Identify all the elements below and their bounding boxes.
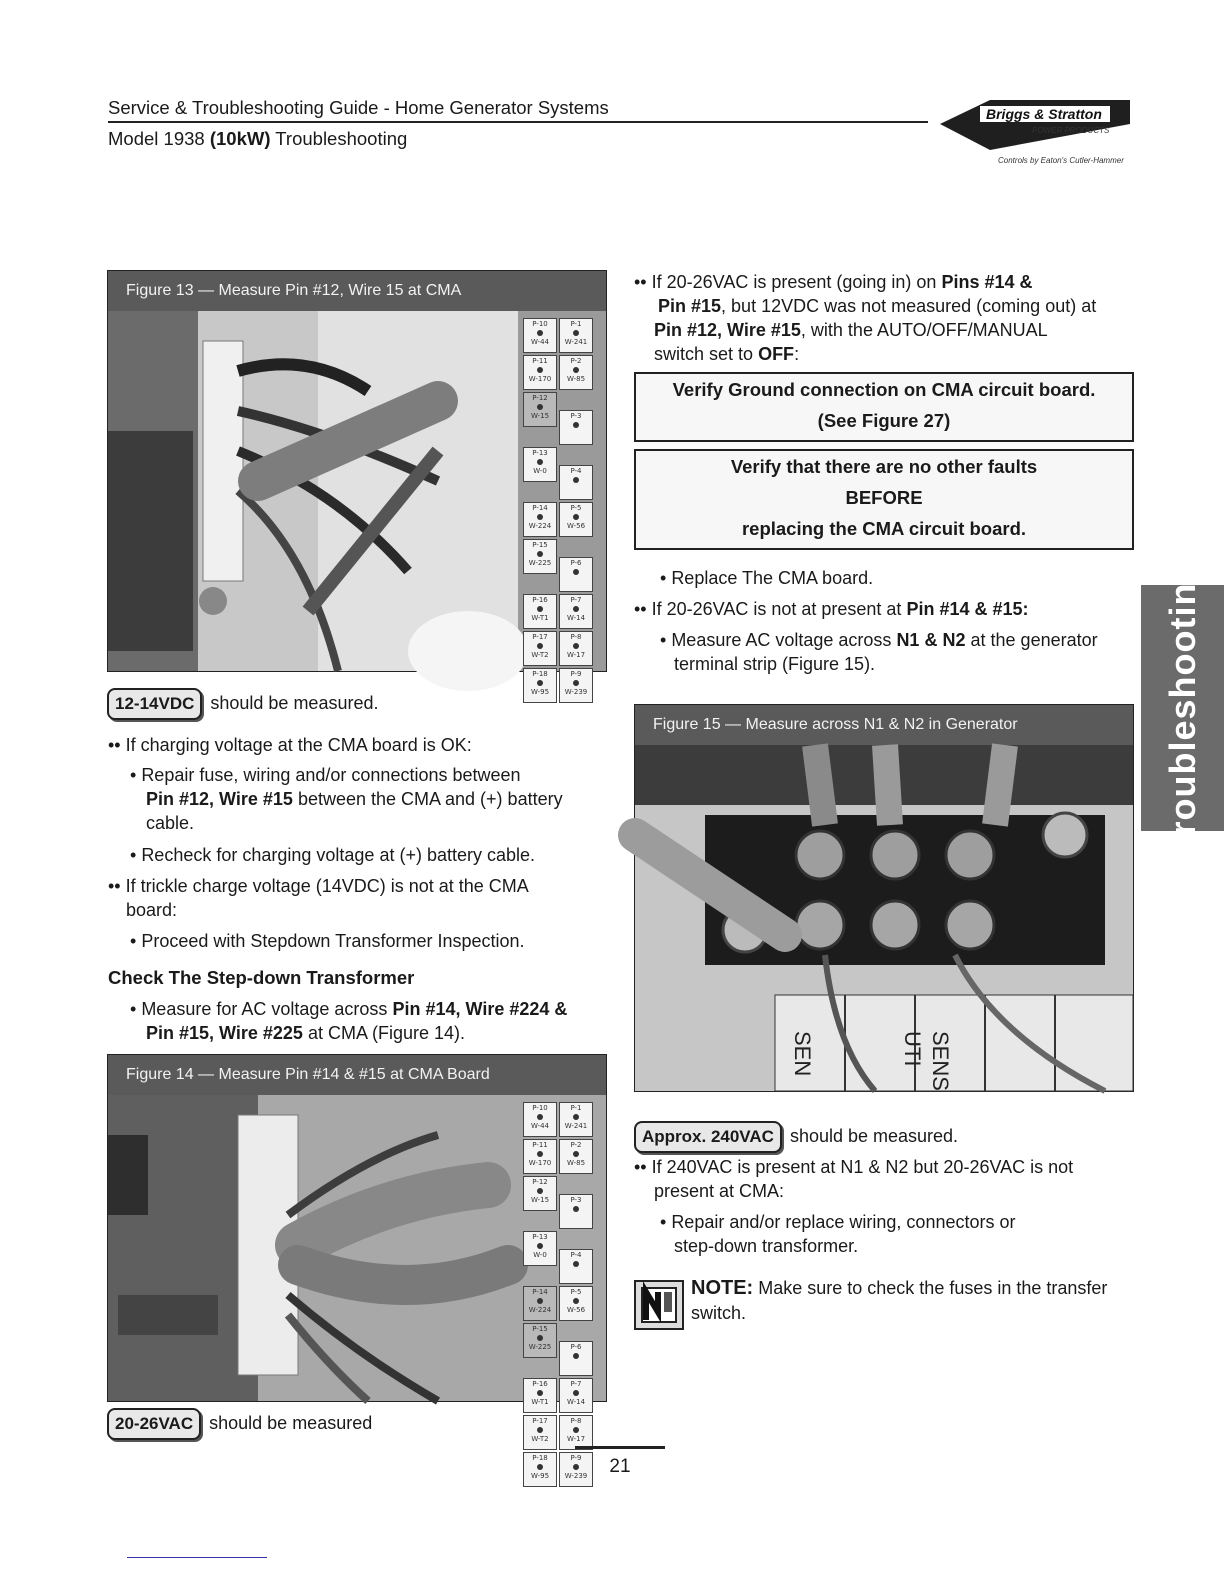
section-side-tab [1141, 559, 1224, 857]
pin-cell [523, 1452, 557, 1487]
pin-dot-icon [573, 1353, 579, 1359]
pin-label: P-11 [532, 1141, 548, 1149]
left-sub-1b-text: Recheck for charging voltage at (+) battery cable. [141, 845, 536, 865]
side-tab-label: Troubleshooting [1161, 559, 1203, 857]
figure-15-caption: Figure 15 — Measure across N1 & N2 in Generator [635, 705, 1133, 745]
pin-label: P-14 [532, 1288, 548, 1296]
briggs-stratton-logo [940, 98, 1140, 172]
right-bullet-1-post: , with the AUTO/OFF/MANUAL [800, 320, 1048, 340]
pin-dot-icon [573, 514, 579, 520]
pin-label: P-4 [570, 467, 582, 475]
pin-dot-icon [537, 1390, 543, 1396]
pin-label: P-3 [570, 412, 582, 420]
pin-dot-icon [537, 1114, 543, 1120]
pin-label: P-17 [532, 633, 548, 641]
right-bullet-1-bold1: Pins #14 & [941, 272, 1033, 292]
pin-cell [559, 1102, 593, 1137]
pin-wire-label: W-95 [530, 1472, 550, 1480]
pin-label: P-16 [532, 596, 548, 604]
pin-cell [559, 557, 593, 592]
right-bullet-1-pre: If 20-26VAC is present (going in) on [651, 272, 937, 292]
pin-cell [523, 447, 557, 482]
right-bullet-1-l2 [658, 294, 1096, 318]
pin-wire-label: W-56 [566, 522, 586, 530]
logo-tagline: Controls by Eaton's Cutler-Hammer [998, 156, 1124, 165]
terminal-label-uti: UTI [900, 1031, 925, 1067]
verify-faults-line2: BEFORE [845, 487, 923, 508]
figure-14-result-text: should be measured [209, 1413, 373, 1433]
pin-dot-icon [537, 1427, 543, 1433]
pin-cell [559, 502, 593, 537]
note-label: NOTE: [691, 1277, 754, 1299]
left-sub-1a-l1: • Repair fuse, wiring and/or connections between [130, 765, 521, 785]
terminal-label-sens: SENS [928, 1031, 953, 1091]
pin-wire-label: W-17 [566, 1435, 586, 1443]
right-bullet-3-text: If 240VAC is present at N1 & N2 but 20-26VAC is not [651, 1157, 1074, 1177]
pin-wire-label: W-239 [564, 688, 588, 696]
figure-15-photo [635, 745, 1133, 1091]
pin-label: P-16 [532, 1380, 548, 1388]
pin-label: P-6 [570, 1343, 582, 1351]
pin-dot-icon [573, 1151, 579, 1157]
figure-15 [634, 704, 1134, 1092]
pin-cell [559, 1415, 593, 1450]
pin-cell [523, 539, 557, 574]
left-bullet-1-text: If charging voltage at the CMA board is OK: [125, 735, 472, 755]
pin-label: P-7 [570, 1380, 582, 1388]
left-sub-1a-l3: cable. [146, 813, 195, 833]
right-bullet-1-l3 [654, 318, 1048, 342]
pin-label: P-9 [570, 1454, 582, 1462]
pin-dot-icon [573, 330, 579, 336]
pin-cell [559, 1378, 593, 1413]
right-bullet-1-bold3: Pin #12, Wire #15 [654, 320, 801, 340]
pin-label: P-15 [532, 1325, 548, 1333]
pin-label: P-6 [570, 559, 582, 567]
pin-dot-icon [573, 367, 579, 373]
pin-wire-label: W-15 [530, 1196, 550, 1204]
left-sub-3-pre: Measure for AC voltage across [141, 999, 388, 1019]
pin-cell [523, 1378, 557, 1413]
right-bullet-1-off: OFF [758, 344, 795, 364]
left-sub-1a-post: between the CMA and (+) battery [297, 789, 563, 809]
step-down-heading: Check The Step-down Transformer [108, 967, 415, 988]
right-bullet-1-mid: , but 12VDC was not measured (coming out) at [721, 296, 1097, 316]
right-bullet-3-l1: •• If 240VAC is present at N1 & N2 but 20-26VAC is not [634, 1157, 1074, 1177]
pin-wire-label: W-14 [566, 1398, 586, 1406]
pin-label: P-13 [532, 449, 548, 457]
left-sub-3-bold2: Pin #15, Wire #225 [146, 1023, 303, 1043]
pin-dot-icon [573, 680, 579, 686]
pin-cell [523, 631, 557, 666]
right-sub-2-pre: Measure AC voltage across [671, 630, 892, 650]
verify-ground-line2: (See Figure 27) [817, 410, 951, 431]
figure-14-pin-panel [522, 1101, 598, 1488]
figure-13 [107, 270, 607, 696]
pin-wire-label: W-95 [530, 688, 550, 696]
page-number: 21 [609, 1456, 631, 1477]
pin-label: P-12 [532, 1178, 548, 1186]
right-sub-2-amp: & [924, 630, 938, 650]
note-line-2: switch. [691, 1303, 747, 1323]
right-bullet-1-l4 [654, 342, 799, 366]
figure-13-result-text: should be measured. [210, 693, 379, 713]
left-sub-3-post: at CMA (Figure 14). [307, 1023, 466, 1043]
pin-dot-icon [537, 330, 543, 336]
pin-wire-label: W-T1 [531, 614, 549, 622]
pin-wire-label: W-T1 [531, 1398, 549, 1406]
figure-14-result [107, 1408, 372, 1440]
pin-dot-icon [573, 1298, 579, 1304]
page-number-bar [575, 1446, 665, 1449]
pin-wire-label: W-T2 [531, 1435, 549, 1443]
figure-14-caption: Figure 14 — Measure Pin #14 & #15 at CMA Board [108, 1055, 606, 1095]
verify-faults-line1: Verify that there are no other faults [730, 456, 1038, 477]
right-sub-2-n2: N2 [942, 630, 966, 650]
pin-wire-label: W-0 [533, 467, 547, 475]
pin-label: P-4 [570, 1251, 582, 1259]
pin-wire-label: W-17 [566, 651, 586, 659]
pin-wire-label: W-224 [528, 1306, 552, 1314]
pin-label: P-2 [570, 1141, 582, 1149]
pin-wire-label: W-44 [530, 1122, 550, 1130]
pin-dot-icon [537, 1151, 543, 1157]
pin-dot-icon [537, 1464, 543, 1470]
pin-label: P-13 [532, 1233, 548, 1241]
pin-label: P-18 [532, 670, 548, 678]
figure-15-result-text: should be measured. [789, 1126, 959, 1146]
note-icon [634, 1280, 684, 1330]
pin-wire-label: W-85 [566, 375, 586, 383]
pin-label: P-11 [532, 357, 548, 365]
verify-ground-line1: Verify Ground connection on CMA circuit board. [672, 379, 1096, 400]
verify-ground-box [634, 372, 1134, 442]
right-bullet-2: •• If 20-26VAC is not at present at Pin #14 & #15: [634, 599, 1029, 619]
note-line-1 [691, 1276, 1107, 1300]
pin-label: P-17 [532, 1417, 548, 1425]
pin-dot-icon [573, 1427, 579, 1433]
pin-dot-icon [573, 1114, 579, 1120]
pin-cell [523, 1415, 557, 1450]
figure-13-caption: Figure 13 — Measure Pin #12, Wire 15 at CMA [108, 271, 606, 311]
pin-cell [523, 1139, 557, 1174]
pin-wire-label: W-15 [530, 412, 550, 420]
pin-cell [559, 631, 593, 666]
left-bullet-2-l2: board: [126, 900, 178, 920]
logo-sub: POWER PRODUCTS [1032, 126, 1110, 135]
pin-cell [559, 1249, 593, 1284]
pin-cell [523, 1323, 557, 1358]
pin-wire-label: W-56 [566, 1306, 586, 1314]
figure-13-badge: 12-14VDC [107, 688, 202, 720]
pin-dot-icon [573, 606, 579, 612]
terminal-label-sen: SEN [790, 1031, 815, 1077]
pin-label: P-7 [570, 596, 582, 604]
left-sub-1a-bold: Pin #12, Wire #15 [146, 789, 293, 809]
left-bullet-2-text: If trickle charge voltage (14VDC) is not at the CMA [125, 876, 529, 896]
pin-wire-label: W-44 [530, 338, 550, 346]
right-sub-2-n1: N1 [896, 630, 920, 650]
pin-cell [559, 355, 593, 390]
figure-15-result [634, 1121, 958, 1153]
right-bullet-1-l1: •• If 20-26VAC is present (going in) on Pins #14 & [634, 272, 1033, 292]
pin-dot-icon [537, 1243, 543, 1249]
pin-label: P-15 [532, 541, 548, 549]
pin-cell [523, 502, 557, 537]
header-title: Service & Troubleshooting Guide - Home Generator Systems [108, 97, 609, 118]
pin-wire-label: W-239 [564, 1472, 588, 1480]
pin-label: P-12 [532, 394, 548, 402]
pin-label: P-5 [570, 1288, 582, 1296]
model-number: Model 1938 [108, 128, 205, 149]
pin-wire-label: W-0 [533, 1251, 547, 1259]
pin-cell [523, 1176, 557, 1211]
right-sub-2-post: at the generator [970, 630, 1098, 650]
verify-faults-box [634, 449, 1134, 550]
right-sub-3-l1: • Repair and/or replace wiring, connectors or [660, 1212, 1016, 1232]
pin-dot-icon [573, 422, 579, 428]
pin-cell [523, 355, 557, 390]
figure-13-result [107, 688, 378, 720]
left-sub-3-l2 [146, 1021, 465, 1045]
pin-wire-label: W-224 [528, 522, 552, 530]
pin-label: P-1 [570, 320, 582, 328]
right-bullet-3-l2: present at CMA: [654, 1181, 785, 1201]
left-sub-1a-l2 [146, 787, 563, 811]
section-name: Troubleshooting [275, 128, 408, 149]
right-sub-1: • Replace The CMA board. [660, 568, 874, 588]
pin-cell [523, 1102, 557, 1137]
note-icon-graphic [636, 1282, 682, 1328]
left-bullet-1: •• If charging voltage at the CMA board is OK: [108, 735, 472, 755]
right-bullet-1-bold2: Pin #15 [658, 296, 722, 316]
pin-label: P-10 [532, 320, 548, 328]
pin-wire-label: W-170 [528, 1159, 552, 1167]
pin-label: P-5 [570, 504, 582, 512]
pin-cell [559, 594, 593, 629]
left-sub-2a: • Proceed with Stepdown Transformer Inspection. [130, 931, 525, 951]
pin-dot-icon [537, 514, 543, 520]
pin-cell [559, 465, 593, 500]
logo-brand: Briggs & Stratton [986, 106, 1102, 122]
pin-cell [523, 1286, 557, 1321]
pin-cell [559, 1341, 593, 1376]
right-sub-3-text: Repair and/or replace wiring, connectors or [671, 1212, 1016, 1232]
left-sub-3-bold1: Pin #14, Wire #224 & [392, 999, 568, 1019]
verify-faults-line3: replacing the CMA circuit board. [741, 518, 1027, 539]
note-text: Make sure to check the fuses in the transfer [758, 1278, 1108, 1298]
left-sub-3-l1: • Measure for AC voltage across Pin #14, Wire #224 & [130, 999, 568, 1019]
pin-wire-label: W-170 [528, 375, 552, 383]
right-bullet-2-bold: Pin #14 & #15: [906, 599, 1029, 619]
left-bullet-2-l1: •• If trickle charge voltage (14VDC) is not at the CMA [108, 876, 529, 896]
pin-cell [523, 392, 557, 427]
model-power: (10kW) [209, 128, 271, 149]
pin-cell [559, 1139, 593, 1174]
pin-cell [559, 1194, 593, 1229]
pin-label: P-10 [532, 1104, 548, 1112]
pin-label: P-18 [532, 1454, 548, 1462]
header-subtitle [108, 128, 407, 150]
pin-label: P-8 [570, 633, 582, 641]
pin-label: P-2 [570, 357, 582, 365]
pin-dot-icon [573, 477, 579, 483]
pin-dot-icon [573, 569, 579, 575]
pin-wire-label: W-85 [566, 1159, 586, 1167]
pin-dot-icon [537, 1335, 543, 1341]
right-bullet-1-colon: : [794, 344, 800, 364]
pin-label: P-3 [570, 1196, 582, 1204]
pin-cell [523, 1231, 557, 1266]
header-rule [108, 121, 928, 123]
pin-dot-icon [537, 404, 543, 410]
right-bullet-1-end-pre: switch set to [654, 344, 754, 364]
pin-dot-icon [537, 1298, 543, 1304]
pin-label: P-9 [570, 670, 582, 678]
left-sub-1a-text: Repair fuse, wiring and/or connections between [141, 765, 521, 785]
pin-dot-icon [537, 367, 543, 373]
pin-dot-icon [573, 1206, 579, 1212]
pin-cell [523, 594, 557, 629]
pin-cell [559, 668, 593, 703]
right-sub-2-l1: • Measure AC voltage across N1 & N2 at the generator [660, 630, 1098, 650]
pin-label: P-1 [570, 1104, 582, 1112]
pin-cell [559, 318, 593, 353]
pin-dot-icon [537, 643, 543, 649]
pin-cell [523, 318, 557, 353]
pin-dot-icon [537, 551, 543, 557]
pin-cell [559, 1286, 593, 1321]
figure-13-pin-panel [522, 317, 598, 704]
pin-cell [559, 410, 593, 445]
pin-label: P-8 [570, 1417, 582, 1425]
pin-wire-label: W-225 [528, 559, 552, 567]
pin-cell [523, 668, 557, 703]
pin-wire-label: W-241 [564, 1122, 588, 1130]
left-sub-1b: • Recheck for charging voltage at (+) battery cable. [130, 845, 536, 865]
pin-wire-label: W-241 [564, 338, 588, 346]
right-sub-2-l2: terminal strip (Figure 15). [674, 654, 876, 674]
pin-wire-label: W-14 [566, 614, 586, 622]
left-sub-2a-text: Proceed with Stepdown Transformer Inspection. [141, 931, 525, 951]
pin-wire-label: W-T2 [531, 651, 549, 659]
figure-14-badge: 20-26VAC [107, 1408, 201, 1440]
footer-line [127, 1557, 267, 1558]
right-bullet-2-pre: If 20-26VAC is not at present at [651, 599, 902, 619]
pin-dot-icon [537, 1188, 543, 1194]
pin-dot-icon [537, 606, 543, 612]
figure-15-badge: Approx. 240VAC [634, 1121, 782, 1153]
pin-dot-icon [537, 459, 543, 465]
right-sub-3-l2: step-down transformer. [674, 1236, 859, 1256]
pin-dot-icon [537, 680, 543, 686]
pin-dot-icon [573, 1261, 579, 1267]
right-sub-1-text: Replace The CMA board. [671, 568, 874, 588]
pin-dot-icon [573, 643, 579, 649]
pin-wire-label: W-225 [528, 1343, 552, 1351]
pin-label: P-14 [532, 504, 548, 512]
pin-dot-icon [573, 1390, 579, 1396]
